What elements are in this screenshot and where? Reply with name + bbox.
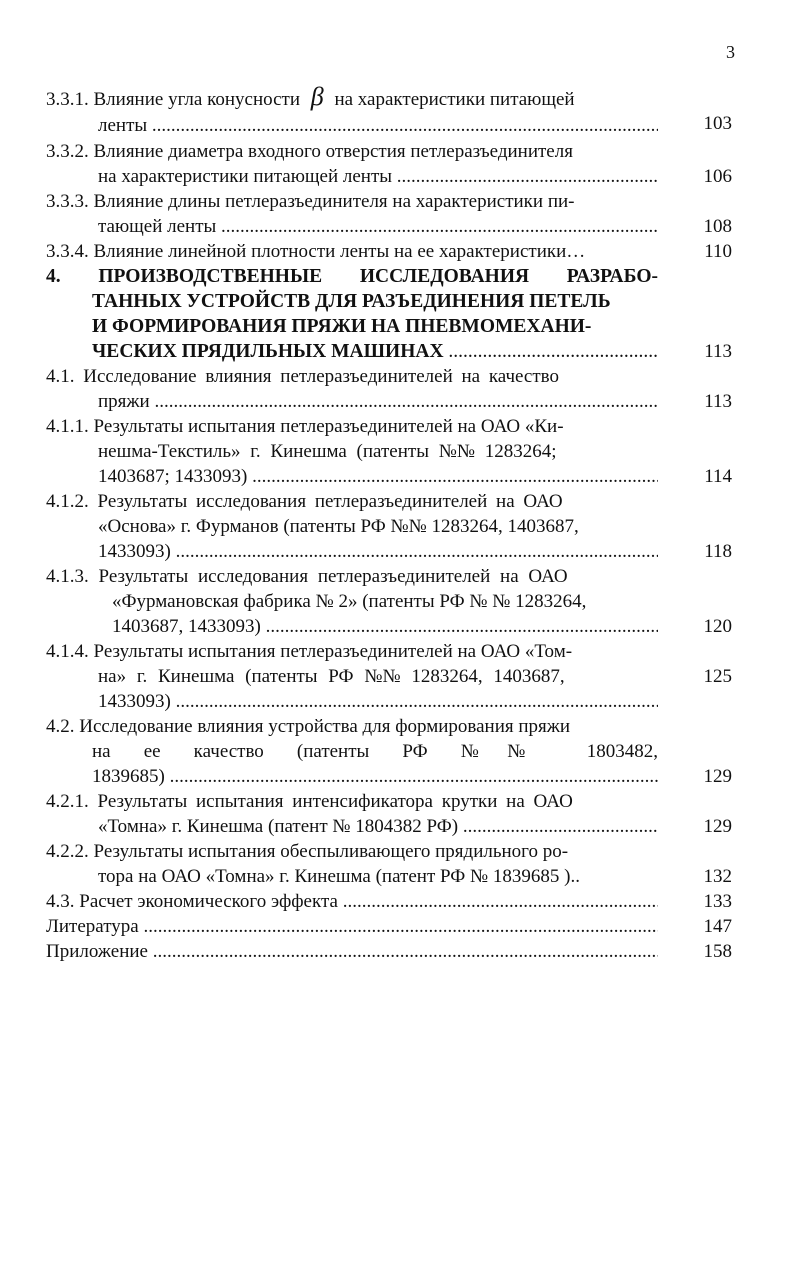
toc-entry-4-1-1 <box>46 414 736 489</box>
toc-entry-line: 4.1.1. Результаты испытания петлеразъединителей на ОАО «Ки- <box>46 416 564 437</box>
dot-leader <box>444 341 658 362</box>
toc-entry-line: на характеристики питающей ленты <box>98 166 393 187</box>
chapter-heading-line: 4. ПРОИЗВОДСТВЕННЫЕ ИССЛЕДОВАНИЯ РАЗРАБО- <box>46 266 658 287</box>
dot-leader <box>216 216 658 237</box>
dot-leader <box>247 466 658 487</box>
dot-leader <box>148 941 658 962</box>
toc-entry-4-1 <box>46 364 736 414</box>
toc-entry-line: 4.1.2. Результаты исследования петлеразъединителей на ОАО <box>46 491 563 512</box>
toc-entry-line: 3.3.1. Влияние угла конусности <box>46 89 300 110</box>
dot-leader <box>147 115 658 136</box>
toc-entry-4-1-2 <box>46 489 736 564</box>
dot-leader <box>392 166 658 187</box>
toc-entry-line: 4.2. Исследование влияния устройства для формирования пряжи <box>46 716 571 737</box>
toc-entry-appendix <box>46 939 736 964</box>
toc-entry-literature <box>46 914 736 939</box>
toc-entry-4-2 <box>46 714 736 789</box>
dot-leader <box>150 391 658 412</box>
toc-entry-4-2-1 <box>46 789 736 839</box>
toc-entry-line: тора на ОАО «Томна» г. Кинешма (патент РФ № 1839685 ).. <box>98 866 580 887</box>
chapter-heading-line: ТАННЫХ УСТРОЙСТВ ДЛЯ РАЗЪЕДИНЕНИЯ ПЕТЕЛЬ <box>92 291 611 312</box>
toc-entry-line: на ее качество (патенты РФ №№ 1803482, <box>92 741 658 762</box>
chapter-heading-line: ЧЕСКИХ ПРЯДИЛЬНЫХ МАШИНАХ <box>92 341 444 362</box>
beta-symbol: β <box>310 86 324 111</box>
toc-entry-line: нешма-Текстиль» г. Кинешма (патенты №№ 1283264; <box>98 441 557 462</box>
toc-entry-line: 3.3.2. Влияние диаметра входного отверстия петлеразъединителя <box>46 141 573 162</box>
toc-page-number: 113 <box>704 341 732 362</box>
toc-entry-line: на» г. Кинешма (патенты РФ №№ 1283264, 1403687, <box>98 666 565 687</box>
toc-entry-line: 1403687, 1433093) <box>112 616 261 637</box>
toc-entry-line: 4.1.3. Результаты исследования петлеразъединителей на ОАО <box>46 566 568 587</box>
toc-entry-line: 3.3.3. Влияние длины петлеразъединителя на характеристики пи- <box>46 191 575 212</box>
toc-page-number: 129 <box>703 766 732 787</box>
table-of-contents <box>46 86 736 964</box>
toc-entry-4-1-3 <box>46 564 736 639</box>
toc-page-number: 118 <box>704 541 732 562</box>
toc-entry-line: 1403687; 1433093) <box>98 466 248 487</box>
dot-leader <box>165 766 658 787</box>
toc-entry-line: 3.3.4. Влияние линейной плотности ленты на ее характеристики… <box>46 241 586 262</box>
toc-page-number: 147 <box>703 916 732 937</box>
toc-entry-line: тающей ленты <box>98 216 217 237</box>
toc-entry-line: «Основа» г. Фурманов (патенты РФ №№ 1283264, 1403687, <box>98 516 579 537</box>
toc-entry-line: «Томна» г. Кинешма (патент № 1804382 РФ) <box>98 816 459 837</box>
toc-page-number: 129 <box>703 816 732 837</box>
toc-entry-4-1-4 <box>46 639 736 714</box>
toc-entry-line: 4.1.4. Результаты испытания петлеразъединителей на ОАО «Том- <box>46 641 573 662</box>
toc-page-number: 133 <box>703 891 732 912</box>
toc-page-number: 158 <box>703 941 732 962</box>
toc-page-number: 108 <box>703 216 732 237</box>
dot-leader <box>338 891 658 912</box>
toc-page-number: 106 <box>703 166 732 187</box>
toc-entry-line: Приложение <box>46 941 148 962</box>
toc-entry-4-3 <box>46 889 736 914</box>
toc-entry-3-3-2 <box>46 139 736 189</box>
page-number: 3 <box>726 42 735 62</box>
dot-leader <box>171 541 658 562</box>
toc-entry-line: 1839685) <box>92 766 165 787</box>
toc-page-number: 103 <box>703 113 732 134</box>
dot-leader <box>139 916 658 937</box>
chapter-heading-line: И ФОРМИРОВАНИЯ ПРЯЖИ НА ПНЕВМОМЕХАНИ- <box>92 316 592 337</box>
toc-entry-line: 4.3. Расчет экономического эффекта <box>46 891 338 912</box>
toc-entry-line: 1433093) <box>98 541 171 562</box>
toc-entry-3-3-1 <box>46 86 736 138</box>
toc-entry-line: 4.2.2. Результаты испытания обеспыливающего прядильного ро- <box>46 841 569 862</box>
toc-entry-line: Литература <box>46 916 139 937</box>
dot-leader <box>458 816 658 837</box>
toc-entry-3-3-4 <box>46 239 736 264</box>
toc-page-number: 110 <box>704 241 732 262</box>
toc-page-number: 125 <box>703 666 732 687</box>
toc-chapter-4 <box>46 264 736 364</box>
dot-leader <box>261 616 658 637</box>
toc-entry-line: пряжи <box>98 391 150 412</box>
toc-entry-line: «Фурмановская фабрика № 2» (патенты РФ № № 1283264, <box>112 591 587 612</box>
toc-page-number: 120 <box>703 616 732 637</box>
toc-entry-line: на характеристики питающей <box>334 89 575 110</box>
toc-page-number: 132 <box>703 866 732 887</box>
toc-entry-line: ленты <box>98 115 148 136</box>
toc-entry-line: 1433093) <box>98 691 171 712</box>
toc-page-number: 113 <box>704 391 732 412</box>
toc-entry-4-2-2 <box>46 839 736 889</box>
dot-leader <box>171 691 658 712</box>
toc-page-number: 114 <box>704 466 732 487</box>
toc-entry-3-3-3 <box>46 189 736 239</box>
toc-entry-line: 4.2.1. Результаты испытания интенсификатора крутки на ОАО <box>46 791 573 812</box>
toc-entry-line: 4.1. Исследование влияния петлеразъединителей на качество <box>46 366 559 387</box>
